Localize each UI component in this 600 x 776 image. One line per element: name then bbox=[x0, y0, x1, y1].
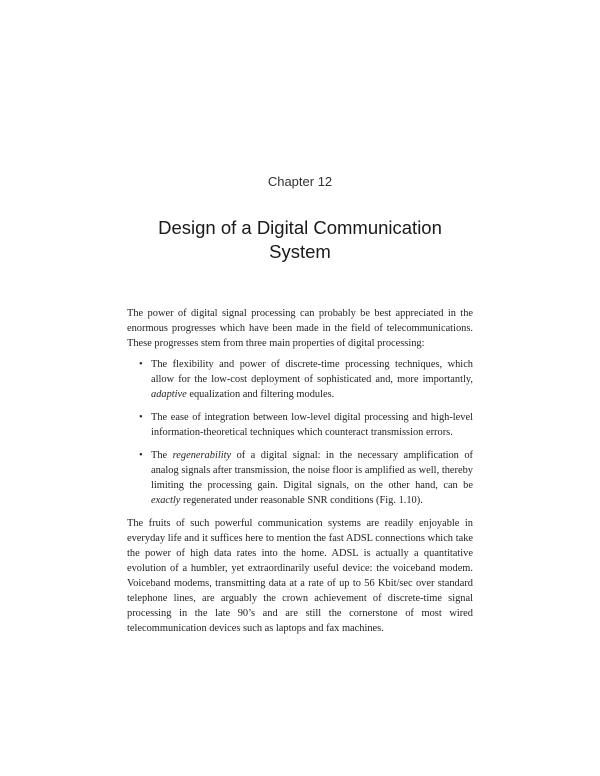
closing-paragraph: The fruits of such powerful communication systems are readily enjoyable in everyday life and it suffices here to mention the fast ADSL connections which take the power of high data rates into the home. ADSL is actually a quantitative evolution of a humbler, yet extraordinarily useful device: the voiceband modem. Voiceband modems, transmitting data at a rate of up to 56 Kbit/sec over standard telephone lines, are arguably the crown achievement of discrete-time signal processing in the late 90’s and are still the cornerstone of most wired telecommunication devices such as laptops and fax machines. bbox=[127, 518, 473, 634]
emphasis: adaptive bbox=[151, 389, 187, 400]
text-run: regenerated under reasonable SNR conditions (Fig. 1.10). bbox=[180, 495, 423, 506]
bullet-icon: • bbox=[139, 359, 143, 370]
chapter-title-line-2: System bbox=[269, 241, 331, 262]
list-item-flexibility bbox=[127, 357, 473, 402]
text-run: equalization and filtering modules. bbox=[186, 389, 335, 400]
properties-list bbox=[127, 357, 473, 508]
body-text bbox=[127, 306, 473, 636]
chapter-title-line-1: Design of a Digital Communication bbox=[158, 217, 442, 238]
list-item-text bbox=[151, 357, 473, 402]
list-item-text: The ease of integration between low-level digital processing and high-level information-theoretical techniques which counteract transmission errors. bbox=[151, 412, 473, 438]
text-run: of a digital signal: in the necessary amplification of analog signals after transmission, the noise floor is amplified as well, thereby limiting the processing gain. Digital signals, on the other hand, can be bbox=[151, 450, 473, 491]
text-run: The flexibility and power of discrete-time processing techniques, which allow for the low-cost deployment of sophisticated and, more importantly, bbox=[151, 359, 473, 385]
text-run: The bbox=[151, 450, 173, 461]
list-item-integration bbox=[127, 410, 473, 440]
bullet-icon: • bbox=[139, 450, 143, 461]
emphasis: regenerability bbox=[172, 450, 232, 461]
intro-paragraph: The power of digital signal processing can probably be best appreciated in the enormous progresses which have been made in the field of telecommunications. These progresses stem from three main properties of digital processing: bbox=[127, 308, 473, 349]
emphasis: exactly bbox=[151, 495, 181, 506]
chapter-label: Chapter 12 bbox=[267, 174, 333, 189]
list-item-text bbox=[151, 448, 473, 508]
bullet-icon: • bbox=[139, 412, 143, 423]
chapter-title bbox=[100, 216, 500, 264]
list-item-regenerability bbox=[127, 448, 473, 508]
